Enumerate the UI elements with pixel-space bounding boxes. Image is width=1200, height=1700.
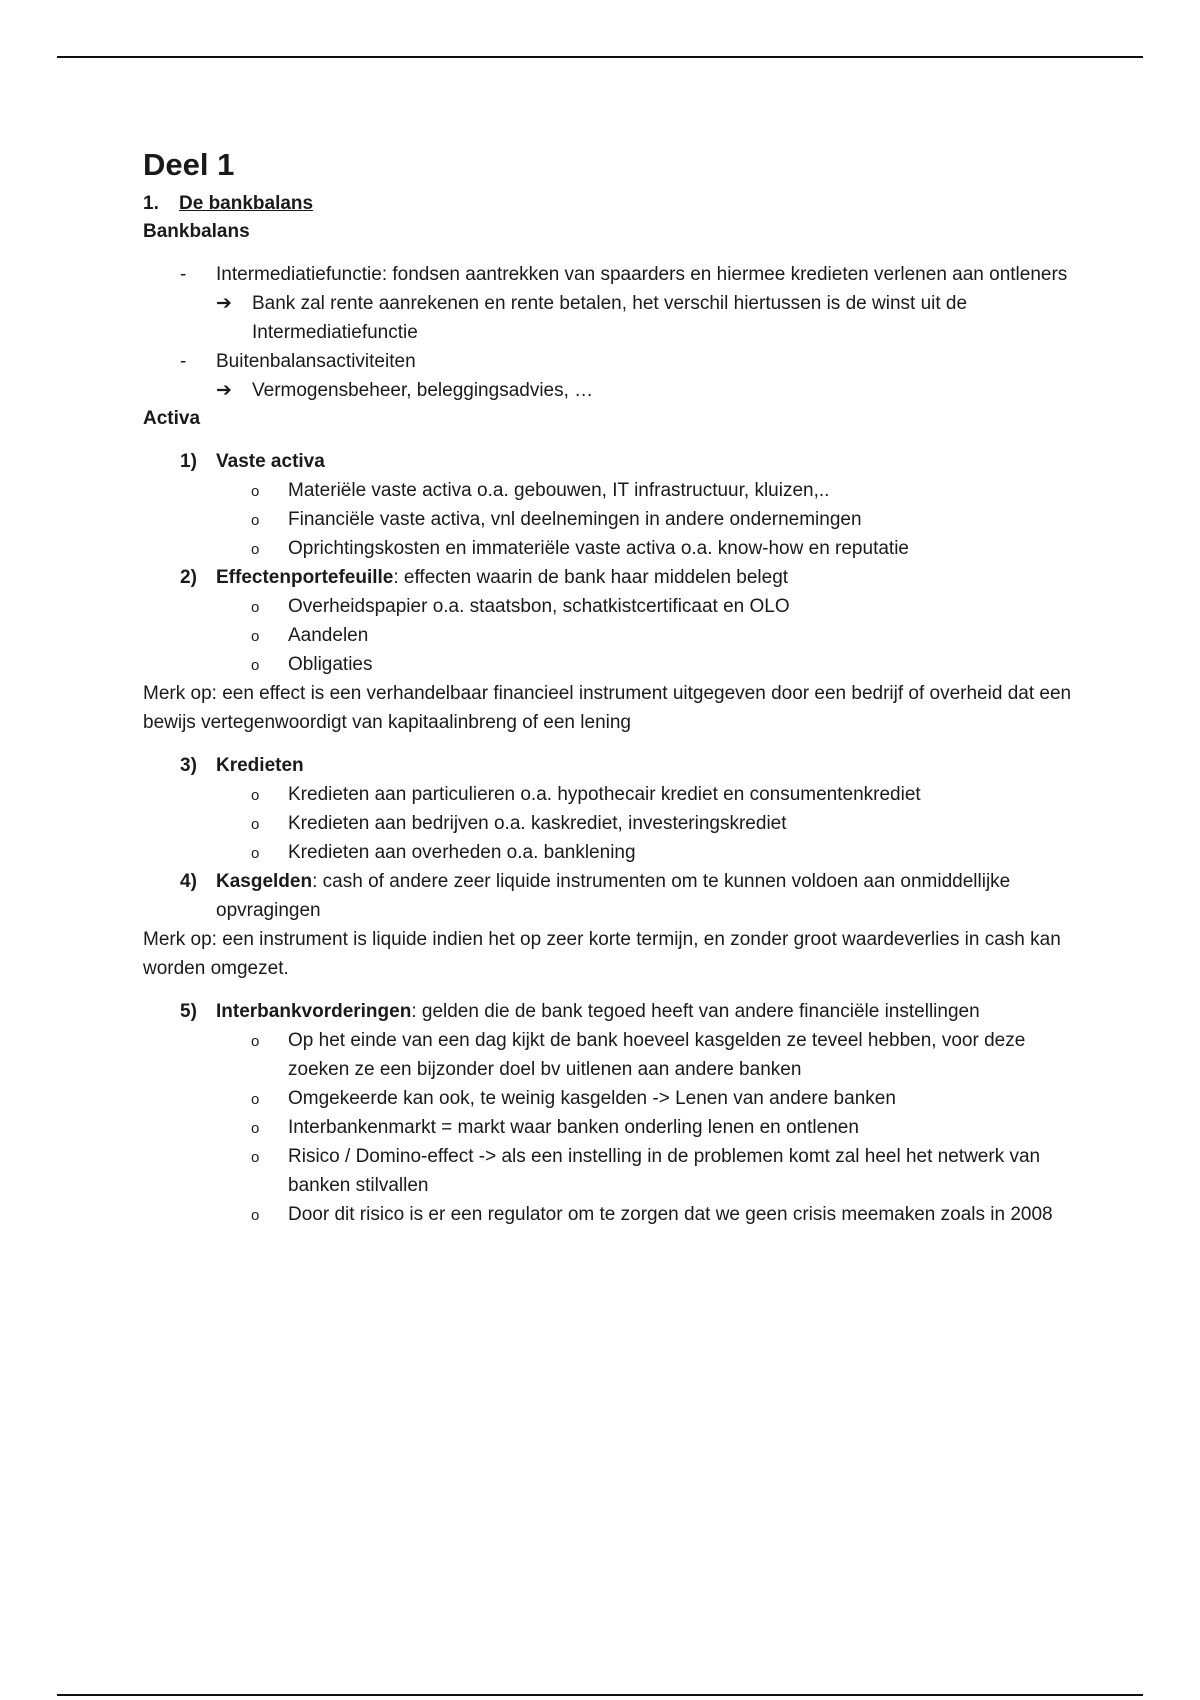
activa-heading: Activa (143, 408, 201, 429)
sub-bullet (143, 1026, 1073, 1084)
item-text: : cash of andere zeer liquide instrumenten om te kunnen voldoen aan onmiddellijke opvragingen (216, 871, 1011, 921)
footer-rule (57, 1694, 1143, 1696)
sub-bullet-text: Kredieten aan bedrijven o.a. kaskrediet, investeringskrediet (288, 813, 787, 834)
note-effect: Merk op: een effect is een verhandelbaar financieel instrument uitgegeven door een bedrijf of overheid dat een bewijs vertegenwoordigt van kapitaalinbreng of een lening (143, 683, 1072, 733)
circle-bullet-icon: o (251, 483, 260, 500)
sub-bullet (143, 505, 1073, 534)
sub-bullet (143, 1084, 1073, 1113)
circle-bullet-icon: o (251, 816, 260, 833)
circle-bullet-icon: o (251, 1149, 260, 1166)
sub-bullet (143, 1200, 1073, 1229)
circle-bullet-icon: o (251, 787, 260, 804)
sub-bullet (143, 621, 1073, 650)
list-subitem (143, 376, 1073, 405)
sub-bullet-text: Materiële vaste activa o.a. gebouwen, IT infrastructuur, kluizen,.. (288, 480, 830, 501)
circle-bullet-icon: o (251, 657, 260, 674)
section-number: 1. (143, 193, 159, 214)
item-title: Interbankvorderingen (216, 1001, 412, 1022)
sub-bullet (143, 592, 1073, 621)
circle-bullet-icon: o (251, 1120, 260, 1137)
sub-bullet-text: Obligaties (288, 654, 373, 675)
sub-bullet (143, 650, 1073, 679)
sub-bullet-text: Kredieten aan particulieren o.a. hypothecair krediet en consumentenkrediet (288, 784, 921, 805)
bankbalans-list (143, 260, 1073, 405)
arrow-icon: ➔ (216, 380, 232, 401)
item-title: Kredieten (216, 755, 304, 776)
numbered-item (143, 563, 1073, 592)
list-subitem (143, 289, 1073, 347)
item-text: : gelden die de bank tegoed heeft van andere financiële instellingen (411, 1001, 980, 1022)
circle-bullet-icon: o (251, 628, 260, 645)
sub-bullet-text: Risico / Domino-effect -> als een instelling in de problemen komt zal heel het netwerk van banken stilvallen (288, 1146, 1041, 1196)
dash-marker: - (180, 264, 187, 285)
section-label: De bankbalans (179, 193, 314, 214)
sub-bullet-text: Overheidspapier o.a. staatsbon, schatkistcertificaat en OLO (288, 596, 790, 617)
numbered-item (143, 867, 1073, 925)
sub-bullet-text: Aandelen (288, 625, 369, 646)
list-item-text: Buitenbalansactiviteiten (216, 351, 416, 372)
list-subitem-text: Bank zal rente aanrekenen en rente betalen, het verschil hiertussen is de winst uit de Intermediatiefunctie (252, 293, 968, 343)
sub-bullet (143, 780, 1073, 809)
section-heading (143, 190, 1073, 218)
circle-bullet-icon: o (251, 1091, 260, 1108)
circle-bullet-icon: o (251, 512, 260, 529)
sub-bullet-text: Financiële vaste activa, vnl deelnemingen in andere ondernemingen (288, 509, 862, 530)
numbered-item (143, 997, 1073, 1026)
item-number: 4) (180, 871, 197, 892)
sub-bullet (143, 476, 1073, 505)
item-number: 3) (180, 755, 197, 776)
item-title: Kasgelden (216, 871, 313, 892)
circle-bullet-icon: o (251, 599, 260, 616)
arrow-icon: ➔ (216, 293, 232, 314)
item-title: Effectenportefeuille (216, 567, 394, 588)
sub-bullet-text: Omgekeerde kan ook, te weinig kasgelden -> Lenen van andere banken (288, 1088, 896, 1109)
sub-bullet (143, 534, 1073, 563)
item-title: Vaste activa (216, 451, 325, 472)
list-subitem-text: Vermogensbeheer, beleggingsadvies, … (252, 380, 594, 401)
list-item-text: Intermediatiefunctie: fondsen aantrekken van spaarders en hiermee kredieten verlenen aan ontleners (216, 264, 1068, 285)
circle-bullet-icon: o (251, 1207, 260, 1224)
header-rule (57, 56, 1143, 58)
list-item (143, 347, 1073, 376)
activa-list-c (143, 997, 1073, 1229)
list-item (143, 260, 1073, 289)
sub-bullet-text: Oprichtingskosten en immateriële vaste activa o.a. know-how en reputatie (288, 538, 909, 559)
activa-list-b (143, 751, 1073, 925)
numbered-item (143, 751, 1073, 780)
note-liquide: Merk op: een instrument is liquide indien het op zeer korte termijn, en zonder groot waardeverlies in cash kan worden omgezet. (143, 929, 1061, 979)
sub-bullet (143, 838, 1073, 867)
bankbalans-heading: Bankbalans (143, 221, 250, 242)
sub-bullet (143, 1113, 1073, 1142)
dash-marker: - (180, 351, 187, 372)
page-title: Deel 1 (143, 147, 235, 182)
circle-bullet-icon: o (251, 845, 260, 862)
item-number: 5) (180, 1001, 197, 1022)
numbered-item (143, 447, 1073, 476)
sub-bullet-text: Interbankenmarkt = markt waar banken onderling lenen en ontlenen (288, 1117, 859, 1138)
sub-bullet (143, 809, 1073, 838)
sub-bullet-text: Kredieten aan overheden o.a. banklening (288, 842, 636, 863)
circle-bullet-icon: o (251, 541, 260, 558)
activa-list-a (143, 447, 1073, 679)
page-content (143, 140, 1073, 1229)
sub-bullet-text: Door dit risico is er een regulator om te zorgen dat we geen crisis meemaken zoals in 2008 (288, 1204, 1053, 1225)
circle-bullet-icon: o (251, 1033, 260, 1050)
sub-bullet-text: Op het einde van een dag kijkt de bank hoeveel kasgelden ze teveel hebben, voor deze zoeken ze een bijzonder doel bv uitlenen aan andere banken (288, 1030, 1026, 1080)
item-number: 1) (180, 451, 197, 472)
item-text: : effecten waarin de bank haar middelen belegt (393, 567, 789, 588)
item-number: 2) (180, 567, 197, 588)
sub-bullet (143, 1142, 1073, 1200)
